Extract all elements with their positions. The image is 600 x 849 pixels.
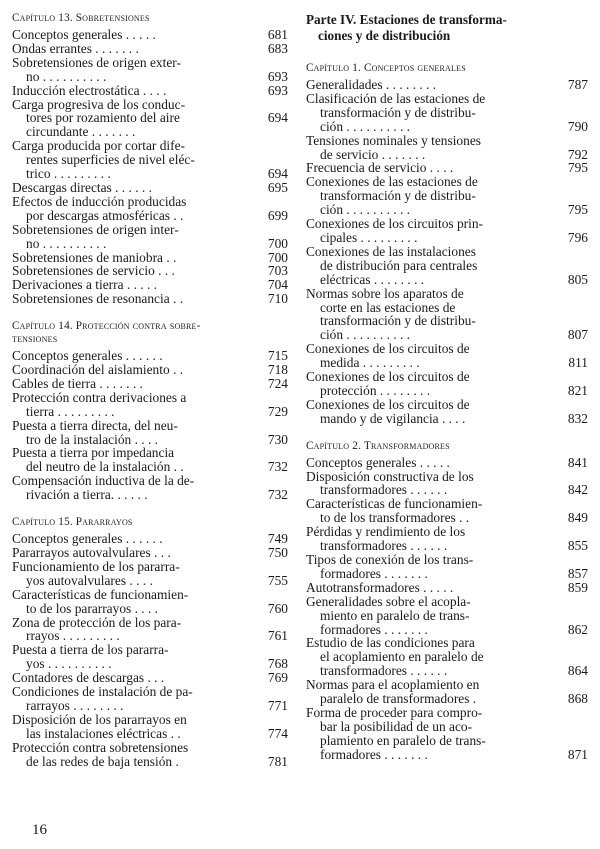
toc-entry (12, 278, 288, 292)
toc-entry-line: Ondas errantes . . . . . . . (12, 40, 139, 56)
chapter-number: Capítulo 14. (12, 320, 73, 333)
toc-entry-line: ción . . . . . . . . . . (320, 327, 411, 343)
toc-entry-line: Características de funcionamien- (12, 586, 189, 602)
toc-entry-page: 693 (267, 82, 288, 98)
toc-entry-title (12, 84, 264, 98)
toc-entry-page: 760 (267, 600, 288, 616)
toc-entry-line: Conceptos generales . . . . . (306, 454, 450, 470)
toc-chapter (12, 12, 288, 306)
chapter-number: Capítulo 15. (12, 516, 73, 529)
toc-entry-title (12, 474, 264, 502)
toc-entry-page: 792 (567, 146, 588, 162)
chapter-title-cont: tensiones (12, 333, 58, 346)
toc-entry-title (306, 553, 564, 581)
toc-entry-title (12, 391, 264, 419)
toc-entry-line: Generalidades . . . . . . . . (306, 77, 437, 92)
toc-entry-line: ción . . . . . . . . . . (320, 118, 411, 134)
toc-entry-line: Condiciones de instalación de pa- (12, 684, 193, 700)
chapter-number: Capítulo 2. (306, 439, 362, 452)
toc-entry-title (12, 98, 264, 140)
toc-entry-line: de distribución para centrales (320, 257, 478, 273)
toc-entry-page: 790 (567, 118, 588, 134)
toc-entry-line: rrayos . . . . . . . . . (26, 628, 120, 644)
toc-entry (12, 98, 288, 140)
toc-entry-page: 774 (267, 725, 288, 741)
toc-entry-line: Forma de proceder para compro- (306, 704, 483, 720)
toc-entry-line: Puesta a tierra por impedancia (12, 445, 175, 461)
toc-entry (12, 139, 288, 181)
toc-entry-line: Clasificación de las estaciones de (306, 90, 486, 106)
chapter-number: Capítulo 1. (306, 62, 362, 74)
toc-entry (306, 245, 588, 287)
chapter-title: Protección contra sobre- (75, 320, 201, 333)
toc-entry-page: 807 (567, 327, 588, 343)
toc-entry-line: formadores . . . . . . . (320, 565, 428, 581)
toc-entry (306, 342, 588, 370)
toc-entry-page: 681 (267, 27, 288, 42)
toc-entry (306, 398, 588, 426)
toc-entry-line: Puesta a tierra directa, del neu- (12, 417, 178, 433)
toc-entry (12, 349, 288, 363)
toc-entry-title (12, 560, 264, 588)
toc-entry-page: 821 (567, 382, 588, 398)
toc-entry-line: Normas sobre los aparatos de (306, 285, 464, 301)
toc-entry-line: yos autovalvulares . . . . (26, 572, 153, 588)
toc-entry-line: bar la posibilidad de un aco- (320, 718, 473, 734)
toc-entry-title (12, 616, 264, 644)
toc-entry-title (306, 525, 564, 553)
toc-entry-line: Conexiones de los circuitos de (306, 369, 470, 385)
toc-entry-page: 694 (267, 166, 288, 182)
toc-entry-page: 699 (267, 207, 288, 223)
toc-entry-title (12, 741, 264, 769)
toc-entry (12, 28, 288, 42)
toc-entry-line: formadores . . . . . . . (320, 621, 428, 637)
toc-entry-line: Zona de protección de los para- (12, 614, 182, 630)
toc-entry-line: Autotransformadores . . . . . (306, 579, 454, 595)
toc-entry-page: 841 (567, 454, 588, 470)
toc-entry-page: 855 (567, 538, 588, 554)
toc-entry-line: Características de funcionamien- (306, 496, 483, 512)
toc-entry (12, 446, 288, 474)
toc-chapter (12, 516, 288, 768)
toc-entry-page: 730 (267, 431, 288, 447)
toc-entry-title (12, 532, 264, 546)
toc-entry-title (12, 446, 264, 474)
toc-entry-line: Conceptos generales . . . . . . (12, 531, 163, 547)
toc-entry-line: transformadores . . . . . . (320, 663, 448, 679)
toc-entry-page: 787 (567, 77, 588, 92)
toc-entry-line: tierra . . . . . . . . . (26, 403, 115, 419)
toc-entry-title (12, 377, 264, 391)
toc-entry-title (306, 636, 564, 678)
toc-entry-line: tores por rozamiento del aire (26, 110, 180, 126)
toc-entry-page: 755 (267, 572, 288, 588)
toc-entry (306, 217, 588, 245)
toc-entry-line: to de los transformadores . . (320, 510, 470, 526)
toc-entry-page: 700 (267, 235, 288, 251)
toc-entry-page: 796 (567, 229, 588, 245)
toc-entry-page: 750 (267, 545, 288, 560)
toc-entry-line: Protección contra sobretensiones (12, 739, 189, 755)
toc-entry-title (306, 217, 564, 245)
toc-entry-line: Cables de tierra . . . . . . . (12, 375, 143, 391)
toc-entry-line: eléctricas . . . . . . . . (320, 271, 425, 287)
toc-entry-line: Efectos de inducción producidas (12, 193, 187, 209)
toc-entry-line: Frecuencia de servicio . . . . (306, 160, 454, 176)
toc-entry-line: trico . . . . . . . . . (26, 166, 111, 182)
toc-entry (12, 377, 288, 391)
toc-entry-line: Normas para el acoplamiento en (306, 677, 480, 693)
toc-entry-line: Derivaciones a tierra . . . . . (12, 277, 158, 293)
toc-entry-line: Compensación inductiva de la de- (12, 473, 195, 489)
toc-entry-page: 805 (567, 271, 588, 287)
toc-entry-page: 749 (267, 531, 288, 547)
toc-entry-line: Tipos de conexión de los trans- (306, 552, 474, 567)
toc-entry-title (306, 581, 564, 595)
toc-entry-title (12, 223, 264, 251)
toc-entry-line: paralelo de transformadores . (320, 691, 477, 707)
toc-entry-line: cipales . . . . . . . . . (320, 229, 418, 245)
toc-entry (306, 581, 588, 595)
toc-entry (12, 42, 288, 56)
toc-entry-page: 732 (267, 487, 288, 503)
toc-entry (12, 251, 288, 265)
toc-entry-title (12, 251, 264, 265)
toc-entry-title (306, 595, 564, 637)
toc-entry-page: 703 (267, 263, 288, 279)
toc-entry (12, 616, 288, 644)
toc-entry-line: to de los pararrayos . . . . (26, 600, 159, 616)
toc-entry (306, 678, 588, 706)
toc-entry (12, 713, 288, 741)
toc-entry-line: Disposición constructiva de los (306, 468, 474, 484)
toc-entry-page: 868 (567, 691, 588, 707)
toc-entry-line: Protección contra derivaciones a (12, 389, 187, 405)
chapter-heading (306, 440, 588, 453)
toc-entry (12, 195, 288, 223)
toc-entry-page: 732 (267, 459, 288, 475)
toc-entry-line: Inducción electrostática . . . . (12, 82, 167, 98)
toc-entry-page: 864 (567, 663, 588, 679)
chapter-title: Sobretensiones (75, 12, 150, 24)
toc-entry-line: yos . . . . . . . . . . (26, 656, 112, 672)
toc-entry-title (12, 278, 264, 292)
toc-entry-line: transformación y de distribu- (320, 313, 476, 329)
right-column (306, 12, 588, 776)
toc-entry-title (12, 671, 264, 685)
toc-entry-page: 862 (567, 621, 588, 637)
toc-entry-page: 771 (267, 697, 288, 713)
toc-entry-line: rarrayos . . . . . . . . (26, 697, 124, 713)
toc-entry (12, 264, 288, 278)
toc-entry (12, 588, 288, 616)
part-title (306, 12, 588, 43)
toc-entry (12, 474, 288, 502)
toc-entry-page: 693 (267, 68, 288, 84)
toc-entry-page: 849 (567, 510, 588, 526)
toc-entry-line: no . . . . . . . . . . (26, 235, 107, 251)
toc-entry-line: Conceptos generales . . . . . . (12, 348, 163, 364)
toc-entry-title (306, 92, 564, 134)
toc-entry (306, 553, 588, 581)
toc-entry-line: circundante . . . . . . . (26, 124, 136, 140)
chapter-heading (12, 516, 288, 529)
toc-entry-page: 683 (267, 40, 288, 56)
toc-entry-title (306, 245, 564, 287)
toc-entry-line: Conexiones de las instalaciones (306, 243, 476, 259)
toc-entry-title (12, 181, 264, 195)
toc-entry-title (306, 706, 564, 762)
toc-entry (12, 560, 288, 588)
toc-entry-title (306, 161, 564, 175)
toc-entry (306, 370, 588, 398)
toc-entry (306, 456, 588, 470)
toc-entry-line: del neutro de la instalación . . (26, 459, 184, 475)
toc-entry (12, 532, 288, 546)
toc-entry-line: Conexiones de los circuitos prin- (306, 216, 484, 232)
toc-entry-page: 718 (267, 362, 288, 378)
toc-entry-title (12, 264, 264, 278)
toc-entry-line: el acoplamiento en paralelo de (320, 649, 484, 665)
toc-entry-line: Funcionamiento de los pararra- (12, 558, 180, 574)
toc-entry-line: por descargas atmosféricas . . (26, 207, 184, 223)
toc-entry-title (12, 363, 264, 377)
toc-entry-line: medida . . . . . . . . . (320, 355, 420, 371)
toc-entry-title (306, 456, 564, 470)
toc-entry-page: 761 (267, 628, 288, 644)
toc-entry-line: las instalaciones eléctricas . . (26, 725, 181, 741)
toc-entry-page: 795 (567, 160, 588, 176)
toc-entry (306, 497, 588, 525)
toc-entry-title (306, 134, 564, 162)
toc-entry-line: Coordinación del aislamiento . . (12, 362, 184, 378)
toc-entry (306, 470, 588, 498)
toc-entry-page: 769 (267, 670, 288, 686)
toc-entry (306, 78, 588, 92)
toc-entry (12, 643, 288, 671)
toc-entry (12, 84, 288, 98)
toc-entry (12, 685, 288, 713)
toc-entry-line: Conexiones de los circuitos de (306, 341, 470, 357)
chapter-title: Transformadores (363, 439, 450, 452)
toc-entry (306, 287, 588, 343)
toc-entry-line: Estudio de las condiciones para (306, 635, 475, 651)
part-title-line: ciones y de distribución (318, 27, 451, 43)
toc-entry-line: Puesta a tierra de los pararra- (12, 642, 169, 658)
chapter-number: Capítulo 13. (12, 12, 73, 24)
toc-entry-title (306, 678, 564, 706)
toc-entry (306, 161, 588, 175)
toc-entry-title (12, 588, 264, 616)
toc-entry-line: transformación y de distribu- (320, 188, 476, 204)
chapter-title: Pararrayos (75, 516, 133, 529)
toc-entry-line: plamiento en paralelo de trans- (320, 732, 486, 748)
toc-entry-page: 781 (267, 753, 288, 769)
toc-entry-page: 710 (267, 291, 288, 307)
toc-entry-title (306, 497, 564, 525)
toc-entry-line: Conexiones de los circuitos de (306, 396, 470, 412)
toc-entry-title (12, 28, 264, 42)
toc-entry-title (12, 713, 264, 741)
toc-entry-title (12, 349, 264, 363)
toc-entry-line: Carga progresiva de los conduc- (12, 96, 186, 112)
toc-entry-line: Sobretensiones de maniobra . . (12, 249, 177, 265)
chapter-heading (306, 62, 588, 75)
toc-entry-title (12, 419, 264, 447)
toc-entry (12, 741, 288, 769)
toc-entry (12, 292, 288, 306)
toc-chapter (306, 62, 588, 426)
toc-entry-title (306, 175, 564, 217)
toc-entry-page: 795 (567, 202, 588, 218)
toc-entry-line: Pérdidas y rendimiento de los (306, 524, 466, 540)
toc-entry-line: transformadores . . . . . . (320, 482, 448, 498)
toc-entry (306, 175, 588, 217)
toc-entry (12, 671, 288, 685)
toc-entry-line: Conexiones de las estaciones de (306, 174, 478, 190)
toc-entry-line: Tensiones nominales y tensiones (306, 132, 481, 148)
toc-entry-line: Sobretensiones de resonancia . . (12, 291, 184, 307)
chapter-heading (12, 320, 288, 346)
toc-entry (306, 92, 588, 134)
toc-entry-page: 842 (567, 482, 588, 498)
toc-entry (12, 391, 288, 419)
toc-entry (12, 363, 288, 377)
toc-entry-line: corte en las estaciones de (320, 299, 456, 315)
toc-entry-line: no . . . . . . . . . . (26, 68, 107, 84)
toc-entry-line: Pararrayos autovalvulares . . . (12, 545, 171, 560)
chapter-title: Conceptos generales (363, 62, 466, 74)
toc-entry-line: formadores . . . . . . . (320, 746, 428, 762)
toc-chapter (12, 320, 288, 502)
toc-entry-line: Contadores de descargas . . . (12, 670, 165, 686)
toc-entry-line: Sobretensiones de origen exter- (12, 54, 181, 70)
chapter-heading (12, 12, 288, 25)
toc-entry-page: 715 (267, 348, 288, 364)
toc-entry-line: ción . . . . . . . . . . (320, 202, 411, 218)
toc-entry-page: 695 (267, 179, 288, 195)
toc-entry (12, 419, 288, 447)
toc-entry-title (12, 292, 264, 306)
toc-entry (12, 546, 288, 560)
toc-entry-line: miento en paralelo de trans- (320, 607, 470, 623)
toc-entry (12, 223, 288, 251)
toc-entry-page: 857 (567, 565, 588, 581)
toc-entry-title (306, 78, 564, 92)
toc-entry-page: 871 (567, 746, 588, 762)
toc-entry-line: tro de la instalación . . . . (26, 431, 159, 447)
toc-entry-line: Sobretensiones de origen inter- (12, 221, 179, 237)
toc-entry-line: Generalidades sobre el acopla- (306, 593, 471, 609)
toc-entry (306, 595, 588, 637)
left-column (12, 12, 288, 783)
toc-entry-title (306, 370, 564, 398)
toc-entry-title (12, 195, 264, 223)
toc-entry (12, 56, 288, 84)
toc-entry-page: 859 (567, 579, 588, 595)
toc-chapter (306, 440, 588, 762)
toc-entry-line: Disposición de los pararrayos en (12, 711, 187, 727)
toc-entry-line: Descargas directas . . . . . . (12, 179, 152, 195)
toc-entry-line: transformadores . . . . . . (320, 538, 448, 554)
toc-entry-title (12, 685, 264, 713)
toc-entry-line: de las redes de baja tensión . (26, 753, 179, 769)
toc-entry (306, 706, 588, 762)
toc-entry-line: mando y de vigilancia . . . . (320, 410, 466, 426)
toc-entry-title (12, 546, 264, 560)
toc-entry-line: transformación y de distribu- (320, 104, 476, 120)
toc-entry-line: rivación a tierra. . . . . . (26, 487, 148, 503)
toc-entry-page: 724 (267, 375, 288, 391)
toc-entry-title (12, 42, 264, 56)
toc-entry-title (306, 287, 564, 343)
toc-entry-line: Carga producida por cortar dife- (12, 138, 186, 154)
toc-entry-title (12, 643, 264, 671)
toc-entry (306, 525, 588, 553)
toc-entry-line: protección . . . . . . . . (320, 382, 431, 398)
toc-entry (306, 134, 588, 162)
toc-entry-title (306, 398, 564, 426)
toc-entry-line: rentes superficies de nivel eléc- (26, 152, 195, 168)
toc-entry-page: 694 (267, 110, 288, 126)
toc-entry-title (12, 56, 264, 84)
toc-entry-page: 811 (568, 355, 588, 371)
toc-entry-page: 700 (267, 249, 288, 265)
toc-entry-line: Sobretensiones de servicio . . . (12, 263, 175, 279)
toc-entry-page: 832 (567, 410, 588, 426)
toc-entry (12, 181, 288, 195)
toc-entry-title (306, 470, 564, 498)
toc-entry-page: 729 (267, 403, 288, 419)
toc-entry-title (12, 139, 264, 181)
toc-entry (306, 636, 588, 678)
page-number: 16 (32, 822, 47, 838)
toc-entry-page: 768 (267, 656, 288, 672)
toc-entry-line: de servicio . . . . . . . (320, 146, 426, 162)
toc-entry-page: 704 (267, 277, 288, 293)
part-title-line: Parte IV. Estaciones de transforma- (306, 12, 507, 27)
toc-entry-title (306, 342, 564, 370)
toc-entry-line: Conceptos generales . . . . . (12, 27, 156, 42)
